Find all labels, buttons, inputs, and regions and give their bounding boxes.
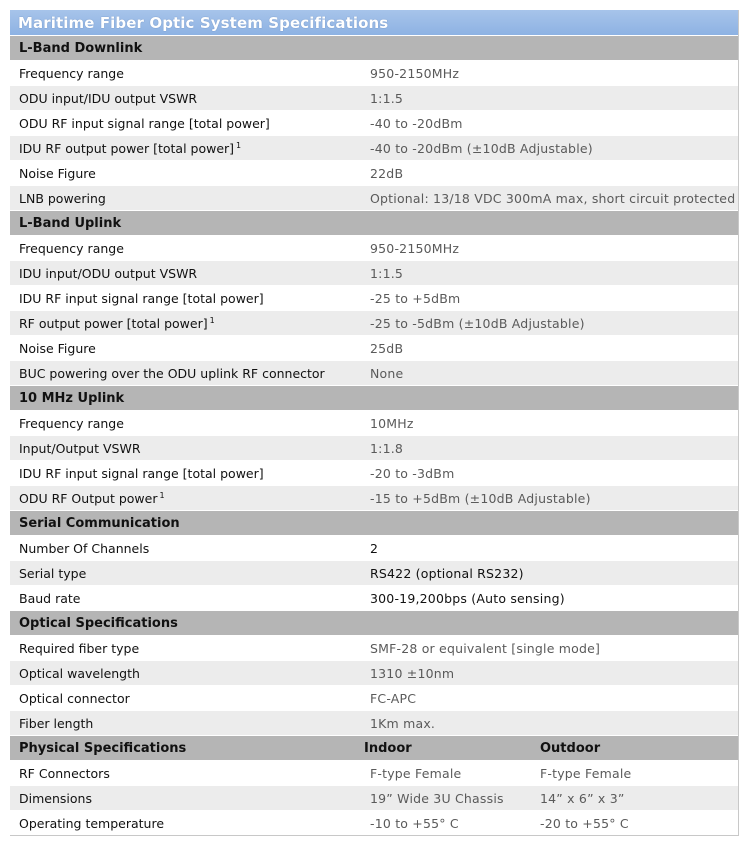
spec-label-cell xyxy=(10,91,362,106)
spec-label: IDU RF input signal range [total power] xyxy=(19,465,264,481)
section-heading: Optical Specifications xyxy=(19,615,178,631)
spec-value: 2 xyxy=(370,540,379,556)
spec-label: Noise Figure xyxy=(19,165,96,181)
spec-label-cell xyxy=(10,566,362,581)
outdoor-value: 14” x 6” x 3” xyxy=(540,790,625,806)
section-heading: Physical Specifications xyxy=(19,740,187,756)
spec-label-cell xyxy=(10,641,362,656)
spec-value: 22dB xyxy=(370,165,404,181)
spec-label: IDU RF input signal range [total power] xyxy=(19,290,264,306)
spec-label-cell xyxy=(10,466,362,481)
spec-label: Baud rate xyxy=(19,590,81,606)
spec-row xyxy=(10,660,738,685)
spec-value: 300-19,200bps (Auto sensing) xyxy=(370,590,565,606)
spec-label-cell xyxy=(10,316,362,331)
spec-row xyxy=(10,760,738,785)
footnote-marker: 1 xyxy=(159,490,165,500)
spec-row xyxy=(10,185,738,210)
spec-value: RS422 (optional RS232) xyxy=(370,565,524,581)
spec-row xyxy=(10,410,738,435)
spec-value: -40 to -20dBm (±10dB Adjustable) xyxy=(370,140,593,156)
spec-label-cell xyxy=(10,116,362,131)
spec-label-cell xyxy=(10,491,362,506)
spec-label-cell xyxy=(10,141,362,156)
spec-label: RF output power [total power] xyxy=(19,315,208,331)
spec-label: BUC powering over the ODU uplink RF connector xyxy=(19,365,325,381)
physical-specifications xyxy=(10,735,738,835)
spec-label: Serial type xyxy=(19,565,87,581)
spec-value: 1Km max. xyxy=(370,715,436,731)
spec-label-cell xyxy=(10,191,362,206)
outdoor-value: F-type Female xyxy=(540,765,632,781)
spec-label: Dimensions xyxy=(19,790,92,806)
spec-label: Operating temperature xyxy=(19,815,165,831)
section-heading: L-Band Downlink xyxy=(19,40,143,56)
spec-row xyxy=(10,460,738,485)
section-header xyxy=(10,210,738,235)
indoor-column-header: Indoor xyxy=(364,740,412,756)
spec-value: 950-2150MHz xyxy=(370,240,460,256)
spec-row xyxy=(10,85,738,110)
spec-row xyxy=(10,685,738,710)
indoor-value: 19” Wide 3U Chassis xyxy=(370,790,504,806)
section-heading: 10 MHz Uplink xyxy=(19,390,125,406)
spec-value: -40 to -20dBm xyxy=(370,115,463,131)
spec-label: Number Of Channels xyxy=(19,540,150,556)
spec-value: -25 to +5dBm xyxy=(370,290,461,306)
spec-label: Required fiber type xyxy=(19,640,140,656)
spec-row xyxy=(10,535,738,560)
spec-row xyxy=(10,785,738,810)
spec-row xyxy=(10,810,738,835)
outdoor-column-header: Outdoor xyxy=(540,740,601,756)
spec-value: None xyxy=(370,365,404,381)
section-header xyxy=(10,35,738,60)
spec-label: Input/Output VSWR xyxy=(19,440,141,456)
spec-value: 1:1.8 xyxy=(370,440,404,456)
sections-container xyxy=(10,35,738,735)
outdoor-value: -20 to +55° C xyxy=(540,815,629,831)
spec-label-cell xyxy=(10,591,362,606)
spec-label: ODU RF Output power xyxy=(19,490,158,506)
spec-value: 1310 ±10nm xyxy=(370,665,455,681)
spec-row xyxy=(10,710,738,735)
physical-header xyxy=(10,735,738,760)
spec-value: 1:1.5 xyxy=(370,90,404,106)
section-heading: L-Band Uplink xyxy=(19,215,122,231)
spec-value: -25 to -5dBm (±10dB Adjustable) xyxy=(370,315,585,331)
spec-label: Optical connector xyxy=(19,690,130,706)
spec-row xyxy=(10,635,738,660)
spec-label: ODU input/IDU output VSWR xyxy=(19,90,198,106)
spec-row xyxy=(10,560,738,585)
spec-row xyxy=(10,110,738,135)
spec-value: SMF-28 or equivalent [single mode] xyxy=(370,640,601,656)
spec-label: Frequency range xyxy=(19,415,124,431)
indoor-value: -10 to +55° C xyxy=(370,815,459,831)
spec-value: 1:1.5 xyxy=(370,265,404,281)
spec-row xyxy=(10,585,738,610)
spec-label-cell xyxy=(10,341,362,356)
spec-label: IDU input/ODU output VSWR xyxy=(19,265,198,281)
spec-value: -15 to +5dBm (±10dB Adjustable) xyxy=(370,490,591,506)
footnote-marker: 1 xyxy=(236,140,242,150)
spec-label-cell xyxy=(10,366,362,381)
table-title: Maritime Fiber Optic System Specifications xyxy=(10,10,738,35)
spec-label: RF Connectors xyxy=(19,765,110,781)
spec-label-cell xyxy=(10,716,362,731)
spec-label: ODU RF input signal range [total power] xyxy=(19,115,270,131)
spec-row xyxy=(10,485,738,510)
spec-label-cell xyxy=(10,291,362,306)
section-heading: Serial Communication xyxy=(19,515,180,531)
spec-row xyxy=(10,335,738,360)
spec-label-cell xyxy=(10,66,362,81)
spec-label-cell xyxy=(10,441,362,456)
spec-label: LNB powering xyxy=(19,190,106,206)
spec-table xyxy=(10,10,739,836)
indoor-value: F-type Female xyxy=(370,765,462,781)
spec-row xyxy=(10,60,738,85)
spec-row xyxy=(10,435,738,460)
spec-label: Noise Figure xyxy=(19,340,96,356)
spec-label-cell xyxy=(10,241,362,256)
spec-row xyxy=(10,260,738,285)
spec-label: Fiber length xyxy=(19,715,94,731)
section-header xyxy=(10,510,738,535)
spec-label: IDU RF output power [total power] xyxy=(19,140,235,156)
spec-value: -20 to -3dBm xyxy=(370,465,455,481)
spec-label-cell xyxy=(10,691,362,706)
spec-label-cell xyxy=(10,666,362,681)
spec-label: Frequency range xyxy=(19,65,124,81)
spec-label: Frequency range xyxy=(19,240,124,256)
spec-value: FC-APC xyxy=(370,690,417,706)
spec-value: 950-2150MHz xyxy=(370,65,460,81)
spec-label-cell xyxy=(10,166,362,181)
physical-rows xyxy=(10,760,738,835)
spec-label-cell xyxy=(10,541,362,556)
section-header xyxy=(10,385,738,410)
spec-row xyxy=(10,135,738,160)
spec-value: 10MHz xyxy=(370,415,414,431)
spec-label: Optical wavelength xyxy=(19,665,140,681)
spec-row xyxy=(10,160,738,185)
section-header xyxy=(10,610,738,635)
spec-row xyxy=(10,360,738,385)
spec-row xyxy=(10,310,738,335)
spec-label-cell xyxy=(10,266,362,281)
spec-label-cell xyxy=(10,416,362,431)
footnote-marker: 1 xyxy=(209,315,215,325)
spec-row xyxy=(10,285,738,310)
spec-row xyxy=(10,235,738,260)
spec-value: 25dB xyxy=(370,340,404,356)
spec-value: Optional: 13/18 VDC 300mA max, short circuit protected xyxy=(370,190,736,206)
